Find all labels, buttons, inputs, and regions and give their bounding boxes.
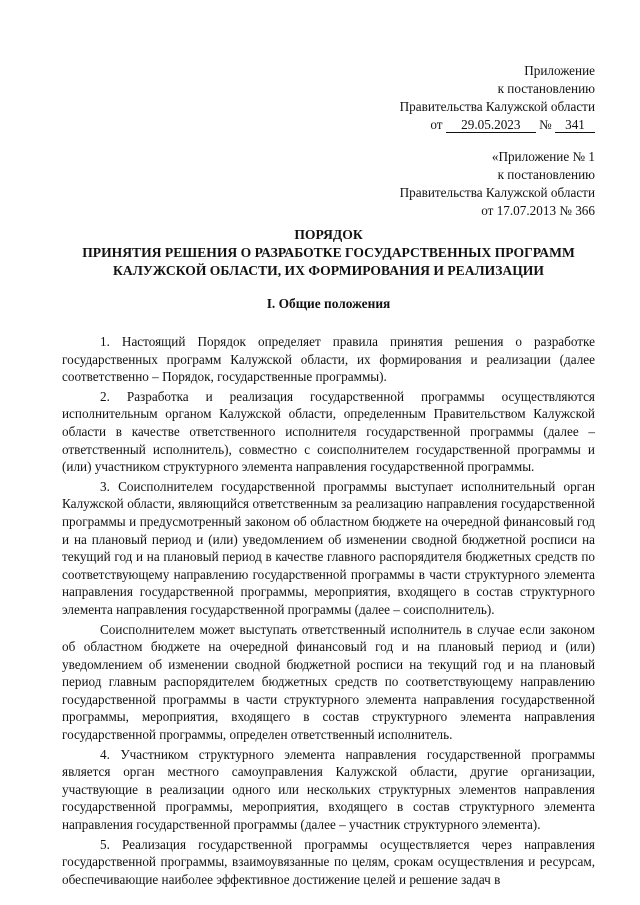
paragraph-3-continued: Соисполнителем может выступать ответственный исполнитель в случае если законом об областном бюджете на очередной финансовый год и на плановый период и (или) уведомлением об изменении сводной бюджетной росписи на текущий год и на плановый период главным распорядителем бюджетных средств по соответствующему направлению государственной программы в части структурного элемента направления государственной программы, мероприятия, входящего в состав структурного элемента направления государственной программы, определен ответственный исполнитель.: [62, 621, 595, 743]
attachment-date-row: [355, 116, 595, 134]
paragraph-5: 5. Реализация государственной программы осуществляется через направления государственной программы, взаимоувязанные по целям, срокам осуществления и ресурсам, обеспечивающие наиболее эффективное достижение целей и решение задач в: [62, 836, 595, 887]
paragraph-4: 4. Участником структурного элемента направления государственной программы является орган местного самоуправления Калужской области, другие организации, участвующие в реализации одного или нескольких структурных элементов направления государственной программы, мероприятия, входящего в состав структурного элемента направления государственной программы (далее – участник структурного элемента).: [62, 746, 595, 833]
original-attachment-header: [355, 148, 595, 220]
title-line-2: ПРИНЯТИЯ РЕШЕНИЯ О РАЗРАБОТКЕ ГОСУДАРСТВЕННЫХ ПРОГРАММ: [82, 245, 575, 260]
from-label: от: [430, 117, 443, 132]
original-government-label: Правительства Калужской области: [399, 185, 595, 200]
title-line-3: КАЛУЖСКОЙ ОБЛАСТИ, ИХ ФОРМИРОВАНИЯ И РЕАЛИЗАЦИИ: [113, 263, 544, 278]
attachment-label: Приложение: [524, 63, 595, 78]
resolution-date: 29.05.2023: [446, 118, 536, 133]
document-body: [62, 333, 595, 890]
paragraph-2: 2. Разработка и реализация государственной программы осуществляются исполнительным органом Калужской области, определенным Правительством Калужской области в качестве ответственного исполнителя государственной программы (далее – ответственный исполнитель), совместно с соисполнителем государственной программы и (или) участником структурного элемента направления государственной программы.: [62, 388, 595, 475]
attachment-resolution-label: к постановлению: [497, 81, 595, 96]
resolution-number: 341: [555, 118, 595, 133]
paragraph-1: 1. Настоящий Порядок определяет правила принятия решения о разработке государственных программ Калужской области, их формирования и реализации (далее соответственно – Порядок, государственные программы).: [62, 334, 595, 385]
document-title: [62, 226, 595, 280]
section-heading: I. Общие положения: [266, 296, 391, 311]
original-date-number: от 17.07.2013 № 366: [481, 203, 595, 218]
paragraph-3: 3. Соисполнителем государственной программы выступает исполнительный орган Калужской области, являющийся ответственным за реализацию направления государственной программы и предусмотренный законом об областном бюджете на очередной финансовый год и на плановый период и (или) уведомлением об изменении сводной бюджетной росписи на текущий год и на плановый период в качестве главного распорядителя бюджетных средств по соответствующему направлению государственной программы в части структурного элемента направления государственной программы, мероприятия, входящего в состав структурного элемента направления государственной программы (далее – соисполнитель).: [62, 478, 595, 617]
original-resolution-label: к постановлению: [497, 167, 595, 182]
title-line-1: ПОРЯДОК: [294, 227, 363, 242]
attachment-header: [355, 62, 595, 134]
number-sign: №: [539, 117, 552, 132]
original-attachment-label: «Приложение № 1: [491, 149, 595, 164]
attachment-government-label: Правительства Калужской области: [399, 99, 595, 114]
